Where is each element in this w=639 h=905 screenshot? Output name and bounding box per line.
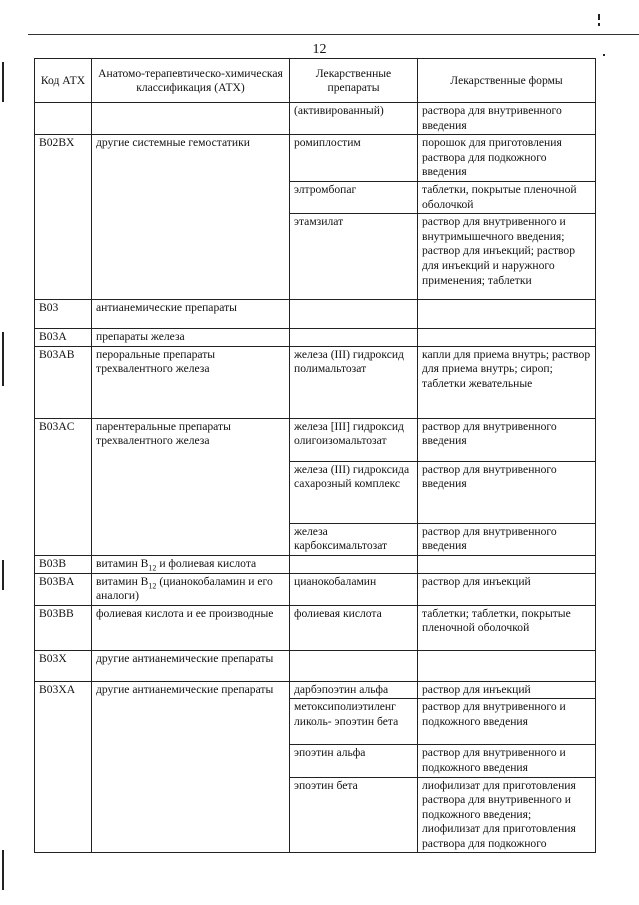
drug-cell: железа карбоксимальтозат: [290, 523, 418, 555]
code-cell: B02BX: [35, 135, 92, 300]
class-text: витамин B: [96, 556, 149, 570]
drug-cell: [290, 650, 418, 681]
table-row: [35, 300, 596, 329]
class-cell: пероральные препараты трехвалентного железа: [92, 346, 290, 418]
code-cell: [35, 103, 92, 135]
drug-cell: железа (III) гидроксида сахарозный комплекс: [290, 461, 418, 523]
forms-cell: капли для приема внутрь; раствор для приема внутрь; сироп; таблетки жевательные: [418, 346, 596, 418]
scan-mark: [2, 62, 4, 102]
col-header-forms: Лекарственные формы: [418, 59, 596, 103]
code-cell: B03X: [35, 650, 92, 681]
drug-cell: (активированный): [290, 103, 418, 135]
drug-cell: цианокобаламин: [290, 573, 418, 605]
forms-cell: раствор для инъекций: [418, 681, 596, 699]
forms-cell: раствор для инъекций: [418, 573, 596, 605]
drug-cell: эпоэтин альфа: [290, 745, 418, 777]
code-cell: B03: [35, 300, 92, 329]
class-cell: фолиевая кислота и ее производные: [92, 605, 290, 650]
col-header-code: Код АТХ: [35, 59, 92, 103]
class-cell: парентеральные препараты трехвалентного железа: [92, 418, 290, 555]
forms-cell: раствор для внутривенного и подкожного введения: [418, 745, 596, 777]
drug-cell: этамзилат: [290, 214, 418, 300]
forms-cell: раствор для внутривенного и подкожного введения: [418, 699, 596, 745]
forms-cell: [418, 329, 596, 347]
drug-cell: ромиплостим: [290, 135, 418, 182]
class-text: витамин B: [96, 574, 149, 588]
table-row: [35, 681, 596, 699]
code-cell: B03AB: [35, 346, 92, 418]
drug-cell: элтромбопаг: [290, 181, 418, 213]
subscript: 12: [148, 580, 157, 590]
table-row: [35, 555, 596, 573]
scan-mark: [2, 560, 4, 590]
class-cell: антианемические препараты: [92, 300, 290, 329]
forms-cell: раствора для внутривенного введения: [418, 103, 596, 135]
header-rule: [28, 34, 639, 35]
drug-cell: эпоэтин бета: [290, 777, 418, 853]
col-header-classification: Анатомо-терапевтическо-химическая классификация (АТХ): [92, 59, 290, 103]
col-header-drugs: Лекарственные препараты: [290, 59, 418, 103]
code-cell: B03BB: [35, 605, 92, 650]
scan-mark: [598, 14, 600, 20]
table-header-row: [35, 59, 596, 103]
class-cell: [92, 555, 290, 573]
page-number: 12: [312, 42, 327, 57]
drug-cell: фолиевая кислота: [290, 605, 418, 650]
class-cell: другие антианемические препараты: [92, 650, 290, 681]
table-row: [35, 135, 596, 182]
drug-cell: железа (III) гидроксид полимальтозат: [290, 346, 418, 418]
scan-mark: [598, 23, 600, 26]
subscript: 12: [148, 563, 157, 573]
forms-cell: таблетки, покрытые пленочной оболочкой: [418, 181, 596, 213]
scan-mark: [2, 332, 4, 386]
code-cell: B03B: [35, 555, 92, 573]
class-cell: другие системные гемостатики: [92, 135, 290, 300]
forms-cell: раствор для внутривенного введения: [418, 461, 596, 523]
drug-cell: [290, 300, 418, 329]
class-cell: [92, 573, 290, 605]
code-cell: B03XA: [35, 681, 92, 853]
forms-cell: таблетки; таблетки, покрытые пленочной оболочкой: [418, 605, 596, 650]
forms-cell: [418, 650, 596, 681]
table-row: [35, 605, 596, 650]
drug-cell: железа [III] гидроксид олигоизомальтозат: [290, 418, 418, 461]
drug-cell: [290, 555, 418, 573]
drug-cell: дарбэпоэтин альфа: [290, 681, 418, 699]
table-row: [35, 650, 596, 681]
forms-cell: раствор для внутривенного введения: [418, 523, 596, 555]
class-cell: [92, 103, 290, 135]
table-row: [35, 346, 596, 418]
code-cell: B03BA: [35, 573, 92, 605]
table-row: [35, 103, 596, 135]
drug-cell: метоксиполиэтиленг ликоль- эпоэтин бета: [290, 699, 418, 745]
table-row: [35, 418, 596, 461]
scan-mark: [2, 850, 4, 890]
forms-cell: раствор для внутривенного введения: [418, 418, 596, 461]
table-row: [35, 329, 596, 347]
table-row: [35, 573, 596, 605]
class-text: и фолиевая кислота: [156, 556, 257, 570]
class-cell: препараты железа: [92, 329, 290, 347]
drug-cell: [290, 329, 418, 347]
forms-cell: [418, 555, 596, 573]
forms-cell: раствор для внутривенного и внутримышечного введения; раствор для инъекций; раствор для инъекций и наружного применения; таблетки: [418, 214, 596, 300]
forms-cell: порошок для приготовления раствора для подкожного введения: [418, 135, 596, 182]
code-cell: B03AC: [35, 418, 92, 555]
code-cell: B03A: [35, 329, 92, 347]
atc-table: [34, 58, 596, 853]
forms-cell: [418, 300, 596, 329]
class-text: (цианокобаламин и его аналоги): [96, 574, 273, 603]
forms-cell: лиофилизат для приготовления раствора для внутривенного и подкожного введения; лиофилизат для приготовления раствора для подкожного: [418, 777, 596, 853]
class-cell: другие антианемические препараты: [92, 681, 290, 853]
